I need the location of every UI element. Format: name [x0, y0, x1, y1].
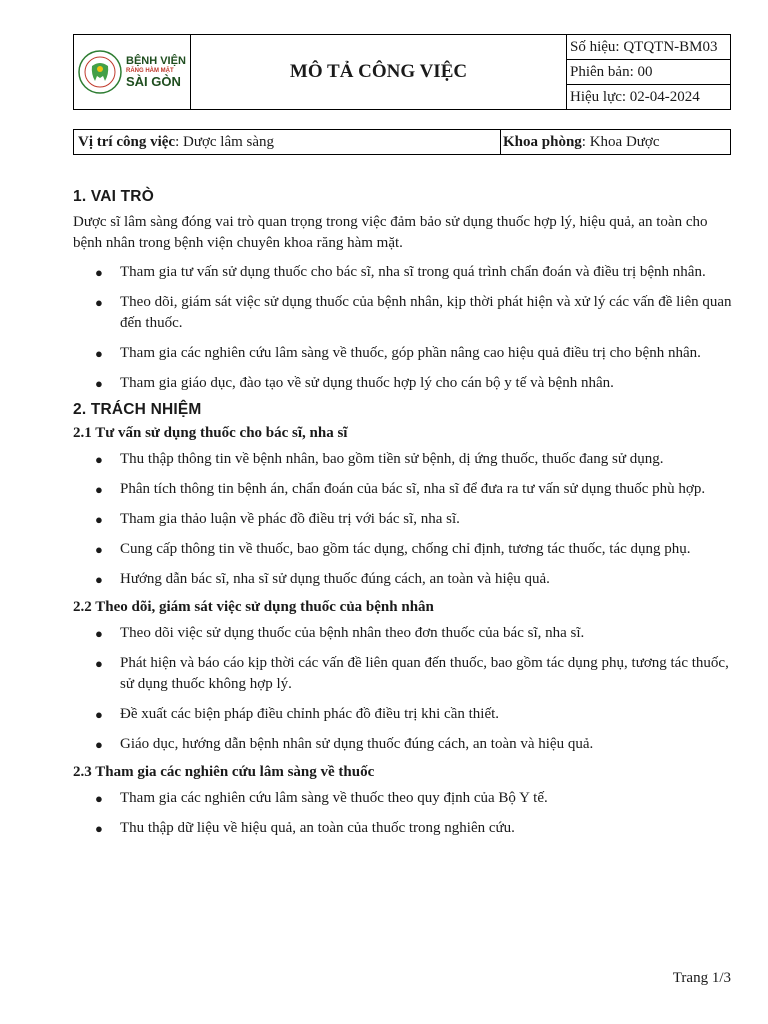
- page-number: Trang 1/3: [672, 970, 731, 986]
- job-position-value: : Dược lâm sàng: [175, 133, 275, 150]
- department-value: : Khoa Dược: [581, 133, 660, 150]
- subsection-heading-consulting: 2.1 Tư vấn sử dụng thuốc cho bác sĩ, nha sĩ: [73, 425, 348, 441]
- bullet-icon: ●: [95, 452, 103, 467]
- list-item: ● Đề xuất các biện pháp điều chỉnh phác đồ điều trị khi cần thiết.: [73, 704, 733, 725]
- bullet-icon: ●: [95, 626, 103, 641]
- bullet-icon: ●: [95, 482, 103, 497]
- meta-version: Phiên bản: 00: [567, 60, 730, 85]
- list-item: ● Phát hiện và báo cáo kịp thời các vấn đề liên quan đến thuốc, bao gồm tác dụng phụ, tương tác thuốc, sử dụng thuốc không hợp lý.: [95, 655, 729, 692]
- list-item: ● Cung cấp thông tin về thuốc, bao gồm tác dụng, chống chỉ định, tương tác thuốc, tác dụng phụ.: [73, 539, 733, 560]
- document-header: [73, 34, 731, 110]
- logo-emblem-icon: [78, 50, 122, 94]
- bullet-icon: ●: [95, 791, 103, 806]
- logo-wordmark: [126, 56, 186, 88]
- hospital-logo: [74, 35, 191, 109]
- department: [501, 130, 730, 154]
- job-position: [74, 130, 501, 154]
- bullet-icon: ●: [95, 821, 103, 836]
- bullet-icon: ●: [95, 295, 103, 310]
- bullet-icon: ●: [95, 376, 103, 391]
- subsection-heading-monitoring: 2.2 Theo dõi, giám sát việc sử dụng thuốc của bệnh nhân: [73, 599, 434, 615]
- list-item: ● Giáo dục, hướng dẫn bệnh nhân sử dụng thuốc đúng cách, an toàn và hiệu quả.: [73, 734, 733, 755]
- list-item: ● Phân tích thông tin bệnh án, chẩn đoán của bác sĩ, nha sĩ để đưa ra tư vấn sử dụng thuốc phù hợp.: [73, 479, 733, 500]
- logo-line-1: BỆNH VIỆN: [126, 55, 186, 67]
- bullet-icon: ●: [95, 656, 103, 671]
- list-item: ● Tham gia các nghiên cứu lâm sàng về thuốc, góp phần nâng cao hiệu quả điều trị cho bệnh nhân.: [73, 343, 733, 364]
- bullet-icon: ●: [95, 707, 103, 722]
- section-heading-role: 1. VAI TRÒ: [73, 188, 154, 205]
- role-intro: Dược sĩ lâm sàng đóng vai trò quan trọng trong việc đảm bảo sử dụng thuốc hợp lý, hiệu quả, an toàn cho bệnh nhân trong bệnh viện chuyên khoa răng hàm mặt.: [73, 214, 708, 251]
- section-heading-responsibilities: 2. TRÁCH NHIỆM: [73, 401, 202, 418]
- research-list: [73, 788, 733, 839]
- subsection-heading-research: 2.3 Tham gia các nghiên cứu lâm sàng về thuốc: [73, 764, 375, 780]
- bullet-icon: ●: [95, 542, 103, 557]
- position-row: [73, 129, 731, 155]
- list-item: ● Theo dõi, giám sát việc sử dụng thuốc của bệnh nhân, kịp thời phát hiện và xử lý các vấn đề liên quan đến thuốc.: [95, 294, 732, 331]
- job-position-label: Vị trí công việc: [78, 133, 176, 150]
- list-item: ● Tham gia thảo luận về phác đồ điều trị với bác sĩ, nha sĩ.: [73, 509, 733, 530]
- list-item: ● Theo dõi việc sử dụng thuốc của bệnh nhân theo đơn thuốc của bác sĩ, nha sĩ.: [73, 623, 733, 644]
- monitoring-list: [73, 623, 733, 755]
- meta-effective-date: Hiệu lực: 02-04-2024: [570, 88, 700, 105]
- meta-code: Số hiệu: QTQTN-BM03: [567, 35, 730, 60]
- bullet-icon: ●: [95, 572, 103, 587]
- consulting-list: [73, 449, 733, 590]
- document-body: [73, 188, 733, 848]
- bullet-icon: ●: [95, 346, 103, 361]
- document-title: MÔ TẢ CÔNG VIỆC: [191, 35, 567, 109]
- bullet-icon: ●: [95, 512, 103, 527]
- logo-line-2: RĂNG HÀM MẶT: [126, 68, 174, 74]
- logo-line-3: SÀI GÒN: [126, 74, 181, 89]
- list-item: ● Tham gia tư vấn sử dụng thuốc cho bác sĩ, nha sĩ trong quá trình chẩn đoán và điều trị bệnh nhân.: [73, 262, 733, 283]
- bullet-icon: ●: [95, 265, 103, 280]
- list-item: ● Tham gia các nghiên cứu lâm sàng về thuốc theo quy định của Bộ Y tế.: [73, 788, 733, 809]
- list-item: ● Thu thập thông tin về bệnh nhân, bao gồm tiền sử bệnh, dị ứng thuốc, thuốc đang sử dụng.: [73, 449, 733, 470]
- list-item: ● Thu thập dữ liệu về hiệu quả, an toàn của thuốc trong nghiên cứu.: [73, 818, 733, 839]
- list-item: ● Tham gia giáo dục, đào tạo về sử dụng thuốc hợp lý cho cán bộ y tế và bệnh nhân.: [73, 373, 733, 394]
- role-list: [73, 262, 733, 394]
- bullet-icon: ●: [95, 737, 103, 752]
- document-meta: [567, 35, 730, 109]
- list-item: ● Hướng dẫn bác sĩ, nha sĩ sử dụng thuốc đúng cách, an toàn và hiệu quả.: [73, 569, 733, 590]
- department-label: Khoa phòng: [503, 133, 582, 150]
